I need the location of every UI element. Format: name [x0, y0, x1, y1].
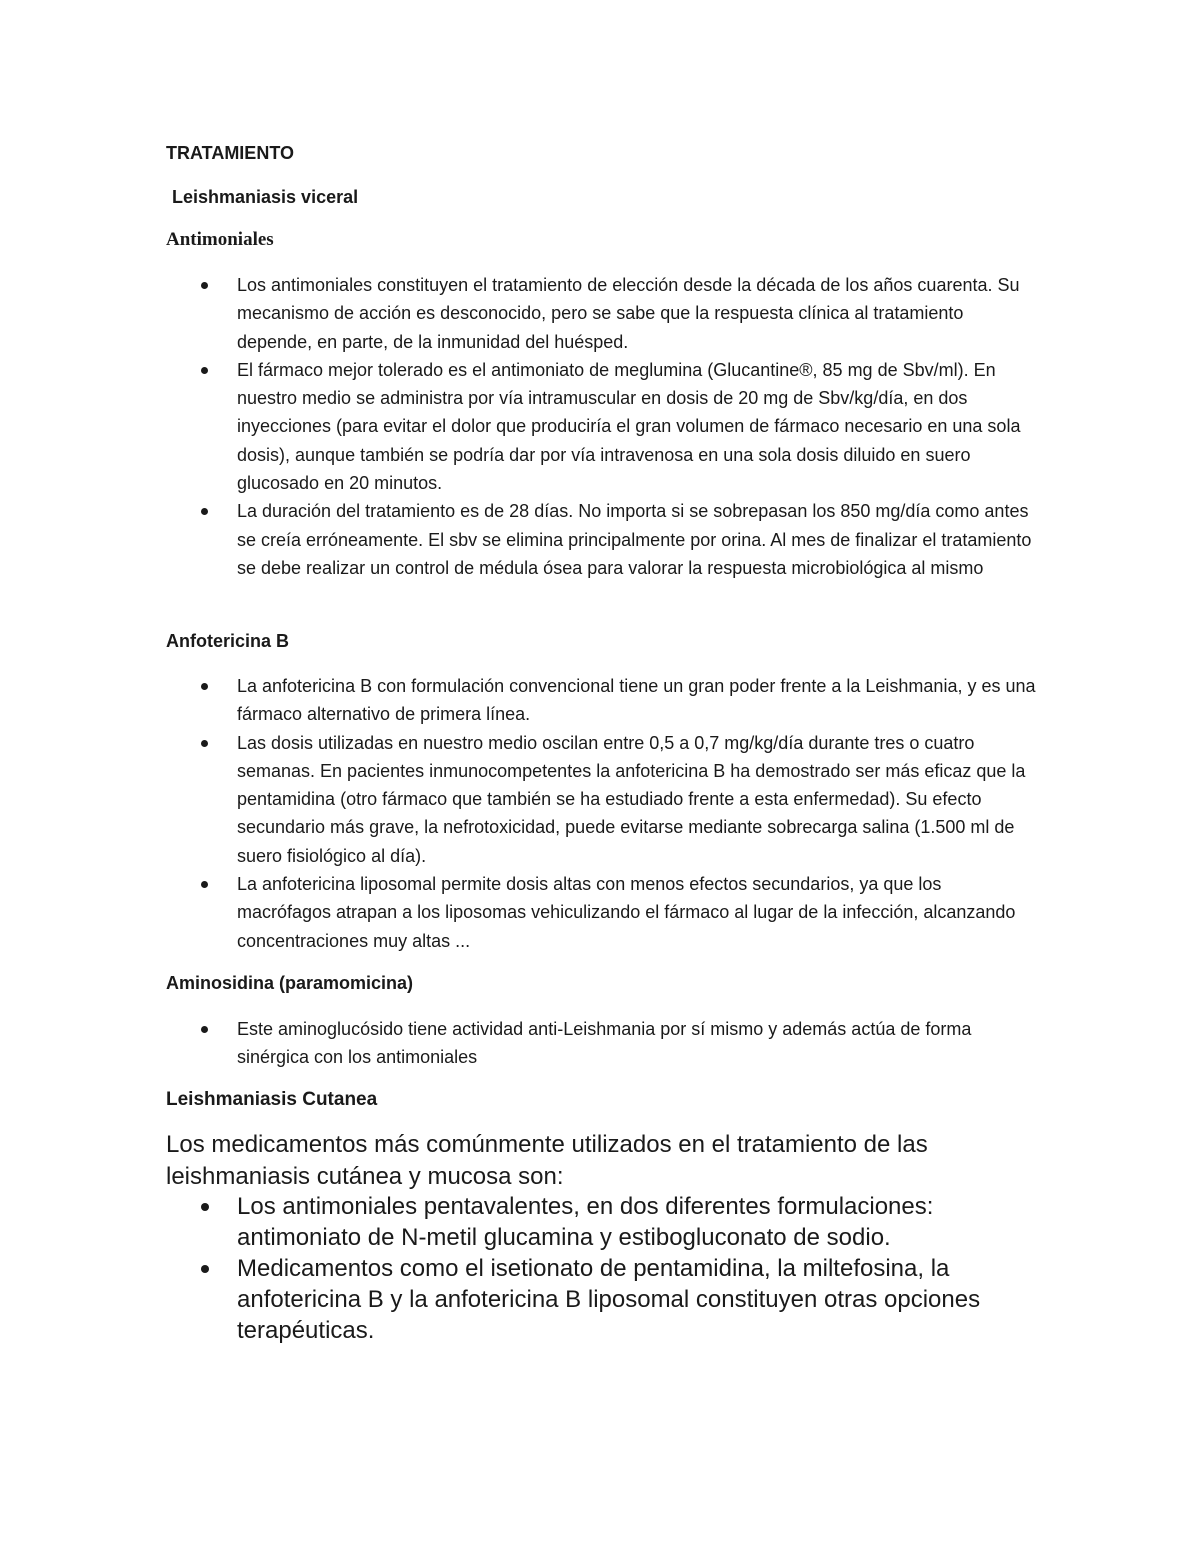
list-item-text: Medicamentos como el isetionato de pentamidina, la miltefosina, la anfotericina B y la anfotericina B liposomal constituyen otras opciones terapéuticas. — [237, 1255, 981, 1344]
document-title: TRATAMIENTO — [166, 143, 294, 163]
cutanea-intro: Los medicamentos más comúnmente utilizados en el tratamiento de las leishmaniasis cutánea y mucosa son: — [166, 1131, 928, 1190]
section-heading-antimoniales: Antimoniales — [166, 229, 274, 250]
list-item — [0, 356, 1037, 497]
list-item — [0, 1191, 1057, 1253]
section-heading-cutanea: Leishmaniasis Cutanea — [166, 1089, 378, 1110]
bullet-icon — [201, 282, 208, 289]
list-item-text: Los antimoniales constituyen el tratamiento de elección desde la década de los años cuarenta. Su mecanismo de acción es desconocido, pero se sabe que la respuesta clínica al tratamiento depende, en parte, de la inmunidad del huésped. — [237, 275, 1020, 352]
list-item-text: La duración del tratamiento es de 28 días. No importa si se sobrepasan los 850 mg/día como antes se creía erróneamente. El sbv se elimina principalmente por orina. Al mes de finalizar el tratamiento se debe realizar un control de médula ósea para valorar la respuesta microbiológica al mismo — [237, 501, 1032, 578]
list-item — [0, 1253, 1057, 1346]
list-item — [0, 1015, 1037, 1072]
bullet-icon — [201, 508, 208, 515]
list-item — [0, 497, 1037, 582]
list-item — [0, 729, 1037, 870]
list-item-text: La anfotericina liposomal permite dosis altas con menos efectos secundarios, ya que los macrófagos atrapan a los liposomas vehiculizando el fármaco al lugar de la infección, alcanzando concentraciones muy altas ... — [237, 874, 1016, 951]
bullet-icon — [201, 1203, 209, 1211]
bullet-icon — [201, 683, 208, 690]
anfotericina-list — [0, 672, 1200, 955]
list-item — [0, 271, 1037, 356]
section-heading-aminosidina: Aminosidina (paramomicina) — [166, 973, 414, 993]
document-subtitle: Leishmaniasis viceral — [172, 187, 359, 207]
bullet-icon — [201, 1026, 208, 1033]
bullet-icon — [201, 881, 208, 888]
bullet-icon — [201, 740, 208, 747]
list-item-text: El fármaco mejor tolerado es el antimoniato de meglumina (Glucantine®, 85 mg de Sbv/ml). En nuestro medio se administra por vía intramuscular en dosis de 20 mg de Sbv/kg/día, en dos inyecciones (para evitar el dolor que produciría el gran volumen de fármaco necesario en una sola dosis), aunque también se podría dar por vía intravenosa en una sola dosis diluido en suero glucosado en 20 minutos. — [237, 359, 1021, 494]
list-item-text: Las dosis utilizadas en nuestro medio oscilan entre 0,5 a 0,7 mg/kg/día durante tres o cuatro semanas. En pacientes inmunocompetentes la anfotericina B ha demostrado ser más eficaz que la pentamidina (otro fármaco que también se ha estudiado frente a esta enfermedad). Su efecto secundario más grave, la nefrotoxicidad, puede evitarse mediante sobrecarga salina (1.500 ml de suero fisiológico al día). — [237, 732, 1026, 866]
list-item-text: La anfotericina B con formulación convencional tiene un gran poder frente a la Leishmania, y es una fármaco alternativo de primera línea. — [237, 676, 1036, 725]
cutanea-list — [0, 1191, 1200, 1346]
list-item-text: Los antimoniales pentavalentes, en dos diferentes formulaciones: antimoniato de N-metil glucamina y estibogluconato de sodio. — [237, 1193, 934, 1251]
section-heading-anfotericina: Anfotericina B — [166, 631, 290, 651]
list-item — [0, 672, 1037, 729]
list-item — [0, 870, 1037, 955]
bullet-icon — [201, 1265, 209, 1273]
bullet-icon — [201, 367, 208, 374]
antimoniales-list — [0, 271, 1200, 582]
list-item-text: Este aminoglucósido tiene actividad anti-Leishmania por sí mismo y además actúa de forma sinérgica con los antimoniales — [237, 1019, 972, 1068]
aminosidina-list — [0, 1015, 1200, 1072]
